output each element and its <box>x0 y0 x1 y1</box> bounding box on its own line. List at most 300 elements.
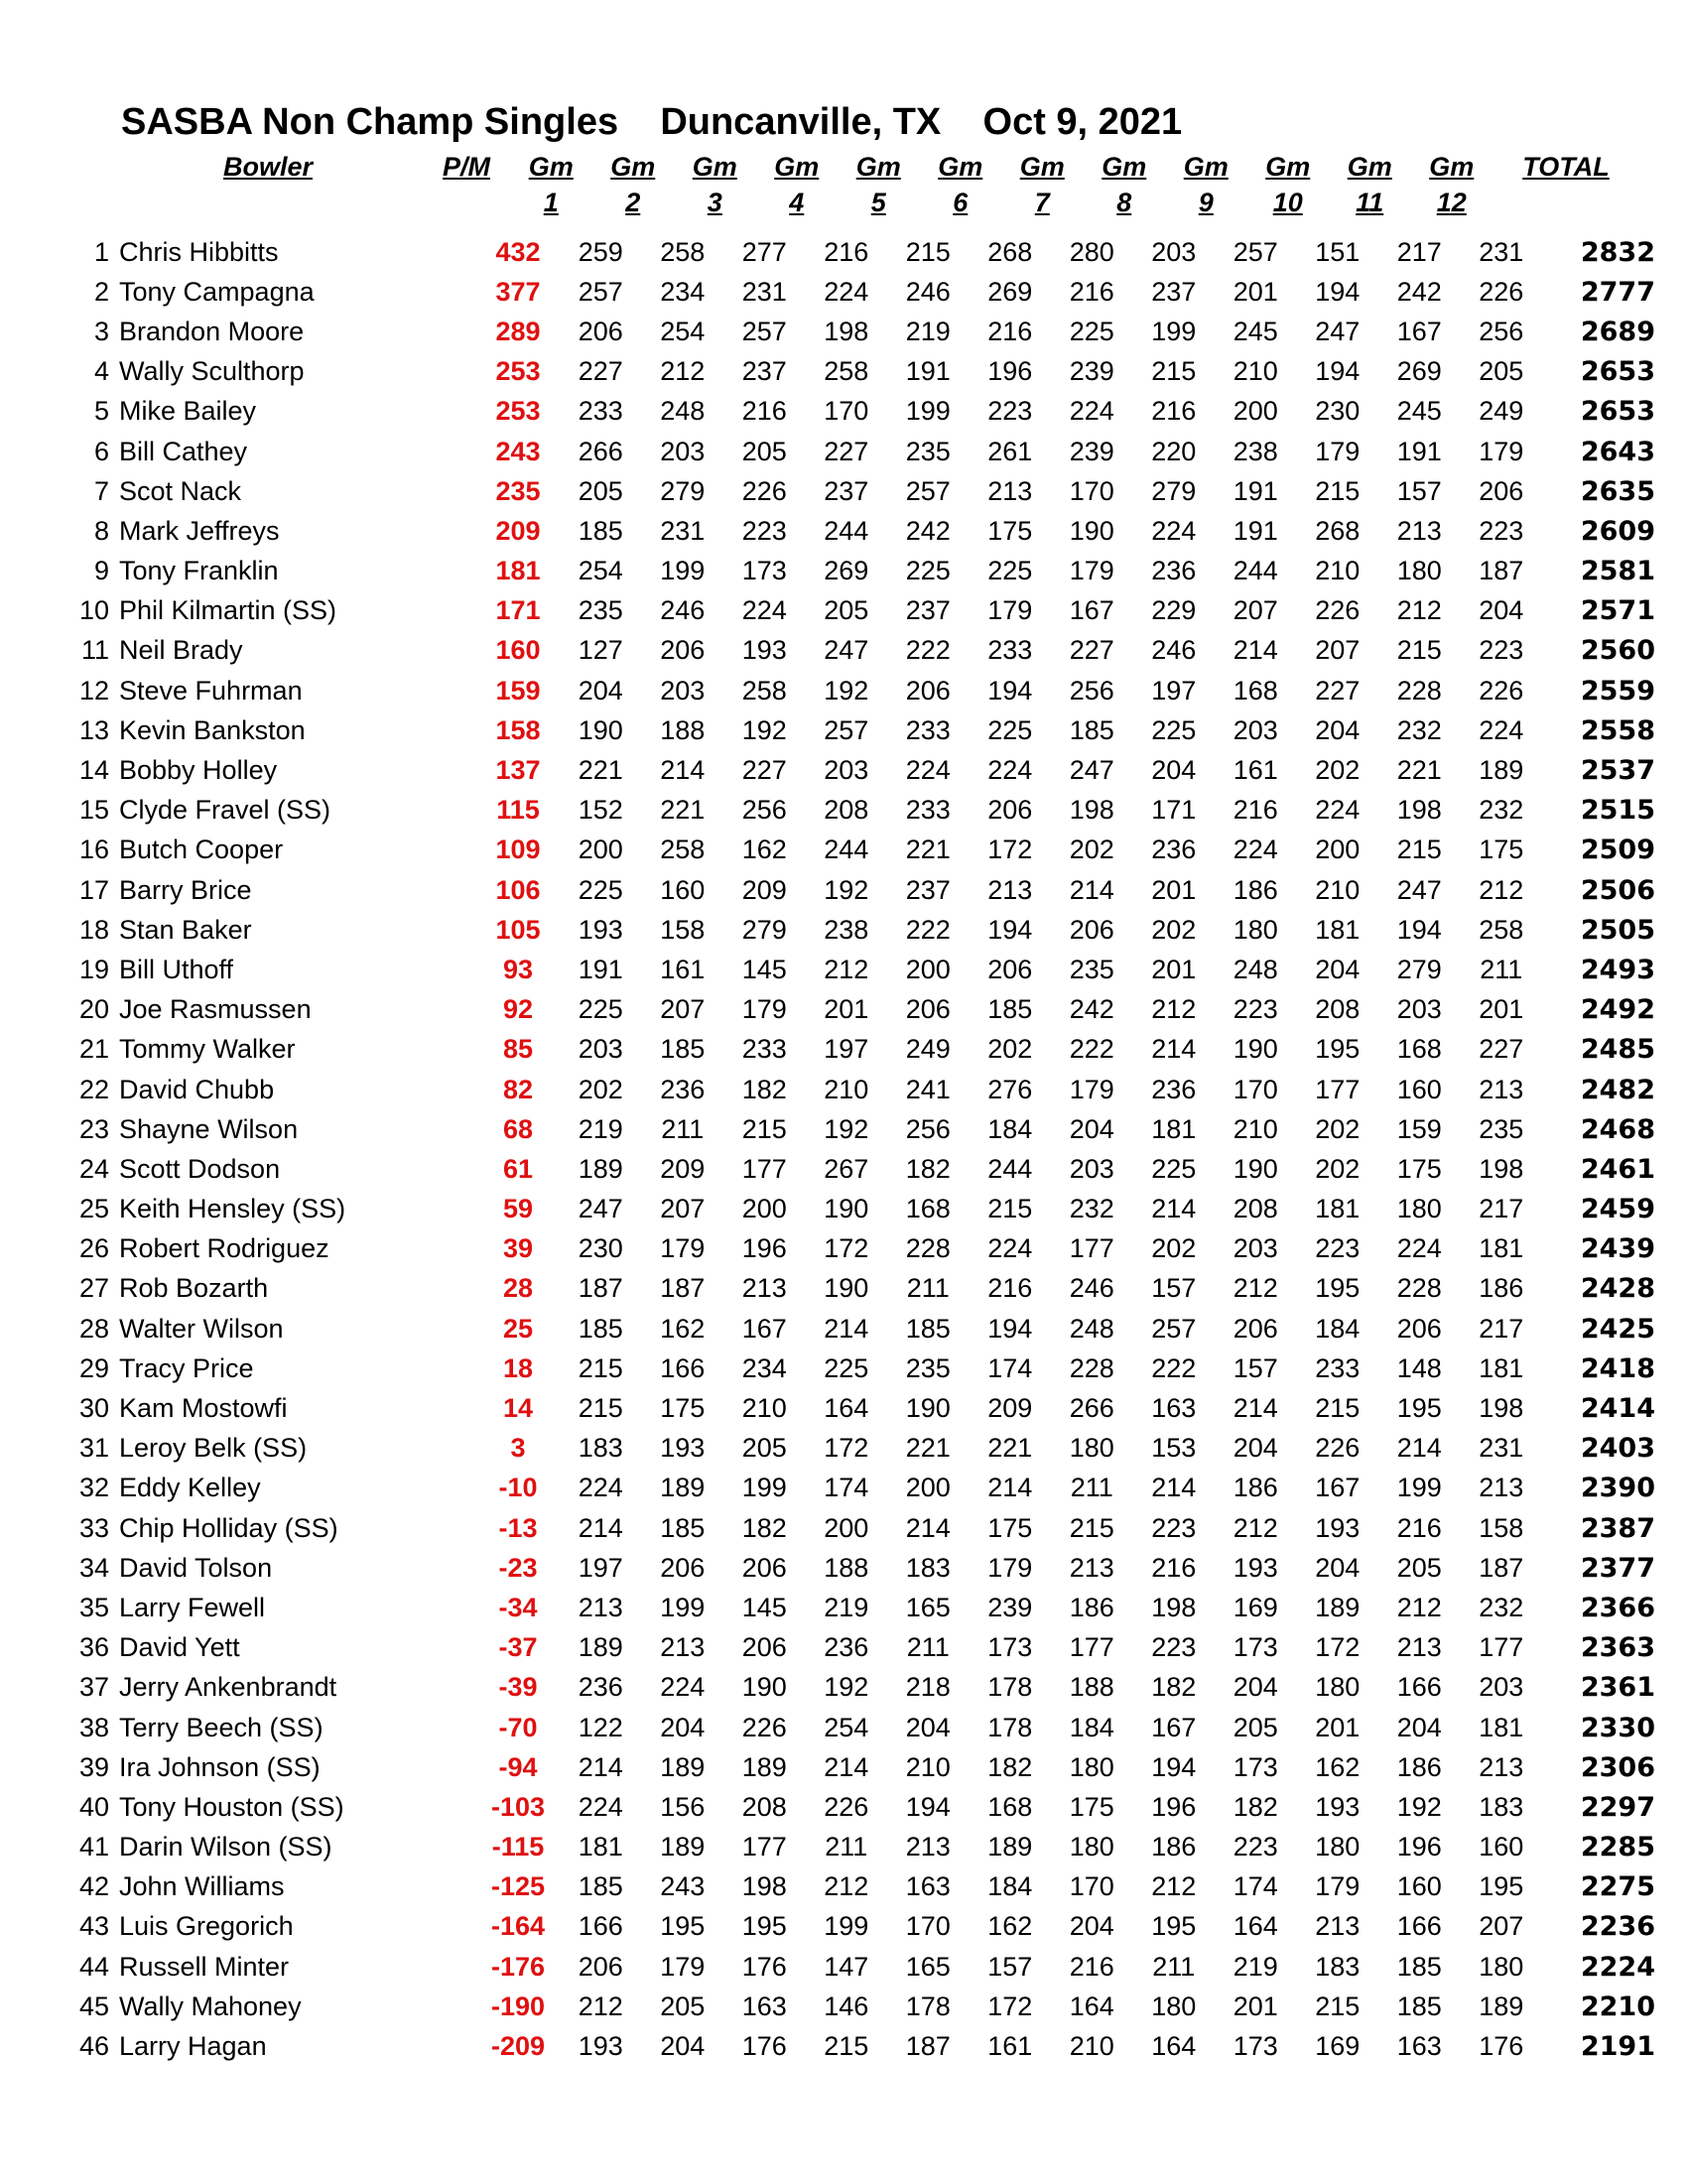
game-4-score-cell: 174 <box>824 1473 869 1503</box>
game-12-score-cell: 201 <box>1479 994 1524 1025</box>
table-row <box>60 1229 1655 1269</box>
game-7-score-cell: 232 <box>1069 1194 1114 1224</box>
table-row <box>60 432 1655 471</box>
game-4-score-cell: 172 <box>824 1433 869 1464</box>
game-7-score-cell: 180 <box>1069 1433 1114 1464</box>
game-8-score-cell: 164 <box>1151 2031 1197 2062</box>
rank-cell: 42 <box>78 1871 109 1902</box>
game-1-score-cell: 212 <box>578 1991 623 2021</box>
game-5-score-cell: 204 <box>905 1712 951 1742</box>
game-4-score-cell: 164 <box>824 1393 869 1424</box>
game-7-score-cell: 224 <box>1069 396 1114 427</box>
game-2-score-cell: 203 <box>660 436 706 466</box>
game-8-score-cell: 225 <box>1151 1153 1197 1184</box>
table-row <box>60 671 1655 710</box>
game-9-score-cell: 206 <box>1233 1313 1278 1344</box>
game-7-score-cell: 215 <box>1069 1512 1114 1543</box>
game-5-score-cell: 235 <box>905 1352 951 1383</box>
game-6-score-cell: 184 <box>987 1871 1033 1902</box>
game-5-score-cell: 214 <box>905 1512 951 1543</box>
game-6-score-cell: 175 <box>987 515 1033 546</box>
total-cell: 2191 <box>1580 2031 1655 2063</box>
game-8-score-cell: 212 <box>1151 994 1197 1025</box>
plus-minus-cell: 253 <box>495 396 541 427</box>
game-3-score-cell: 227 <box>741 755 787 786</box>
game-2-score-cell: 185 <box>660 1034 706 1065</box>
game-8-score-cell: 279 <box>1151 475 1197 506</box>
game-10-score-cell: 195 <box>1315 1034 1361 1065</box>
game-2-score-cell: 205 <box>660 1991 706 2021</box>
game-6-score-cell: 269 <box>987 276 1033 307</box>
game-1-score-cell: 122 <box>578 1712 623 1742</box>
bowler-name-cell: Ira Johnson (SS) <box>119 1751 321 1782</box>
game-10-score-cell: 224 <box>1315 795 1361 826</box>
game-10-score-cell: 189 <box>1315 1592 1361 1622</box>
game-2-score-cell: 236 <box>660 1074 706 1104</box>
rank-cell: 16 <box>78 835 109 865</box>
game-12-score-cell: 187 <box>1479 556 1524 586</box>
game-12-score-cell: 175 <box>1479 835 1524 865</box>
table-row <box>60 710 1655 750</box>
game-7-score-cell: 170 <box>1069 475 1114 506</box>
game-3-score-cell: 226 <box>741 1712 787 1742</box>
game-12-score-cell: 177 <box>1479 1632 1524 1663</box>
game-11-score-cell: 221 <box>1396 755 1442 786</box>
game-11-score-cell: 269 <box>1396 356 1442 387</box>
game-4-score-cell: 225 <box>824 1352 869 1383</box>
game-8-score-cell: 223 <box>1151 1632 1197 1663</box>
game-10-score-cell: 215 <box>1315 1991 1361 2021</box>
bowler-name-cell: Bill Uthoff <box>119 954 234 984</box>
game-11-score-cell: 157 <box>1396 475 1442 506</box>
plus-minus-cell: 59 <box>502 1194 534 1224</box>
game-5-score-cell: 249 <box>905 1034 951 1065</box>
game-12-score-cell: 176 <box>1479 2031 1524 2062</box>
total-cell: 2285 <box>1580 1832 1655 1863</box>
bowler-name-cell: John Williams <box>119 1871 285 1902</box>
total-cell: 2515 <box>1580 795 1655 827</box>
game-11-score-cell: 242 <box>1396 276 1442 307</box>
game-5-score-cell: 256 <box>905 1113 951 1144</box>
game-8-score-cell: 196 <box>1151 1791 1197 1822</box>
game-2-score-cell: 212 <box>660 356 706 387</box>
header-game-2: Gm 2 <box>610 152 656 217</box>
bowler-name-cell: Darin Wilson (SS) <box>119 1832 332 1863</box>
rank-cell: 30 <box>78 1393 109 1424</box>
plus-minus-cell: -164 <box>490 1911 546 1942</box>
game-12-score-cell: 226 <box>1479 276 1524 307</box>
table-row <box>60 791 1655 831</box>
bowler-name-cell: Tony Houston (SS) <box>119 1791 344 1822</box>
game-3-score-cell: 223 <box>741 515 787 546</box>
game-5-score-cell: 199 <box>905 396 951 427</box>
game-11-score-cell: 198 <box>1396 795 1442 826</box>
plus-minus-cell: 82 <box>502 1074 534 1104</box>
game-4-score-cell: 215 <box>824 2031 869 2062</box>
total-cell: 2505 <box>1580 914 1655 946</box>
game-10-score-cell: 162 <box>1315 1751 1361 1782</box>
game-9-score-cell: 157 <box>1233 1352 1278 1383</box>
game-8-score-cell: 225 <box>1151 714 1197 745</box>
game-12-score-cell: 235 <box>1479 1113 1524 1144</box>
bowler-name-cell: Keith Hensley (SS) <box>119 1194 346 1224</box>
game-10-score-cell: 204 <box>1315 714 1361 745</box>
game-5-score-cell: 241 <box>905 1074 951 1104</box>
game-5-score-cell: 235 <box>905 436 951 466</box>
game-9-score-cell: 170 <box>1233 1074 1278 1104</box>
rank-cell: 14 <box>78 755 109 786</box>
game-6-score-cell: 178 <box>987 1672 1033 1703</box>
game-9-score-cell: 173 <box>1233 1632 1278 1663</box>
game-5-score-cell: 185 <box>905 1313 951 1344</box>
game-1-score-cell: 213 <box>578 1592 623 1622</box>
game-8-score-cell: 236 <box>1151 1074 1197 1104</box>
total-cell: 2558 <box>1580 714 1655 746</box>
game-8-score-cell: 216 <box>1151 396 1197 427</box>
game-3-score-cell: 210 <box>741 1393 787 1424</box>
game-6-score-cell: 233 <box>987 635 1033 666</box>
game-8-score-cell: 181 <box>1151 1113 1197 1144</box>
table-row <box>60 1190 1655 1229</box>
game-3-score-cell: 277 <box>741 236 787 267</box>
game-9-score-cell: 201 <box>1233 1991 1278 2021</box>
table-row <box>60 1828 1655 1867</box>
game-12-score-cell: 211 <box>1480 954 1523 984</box>
page-title: SASBA Non Champ Singles Duncanville, TX Oct 9, 2021 <box>121 101 1183 143</box>
game-3-score-cell: 224 <box>741 595 787 626</box>
header-total: TOTAL <box>1522 152 1610 182</box>
game-6-score-cell: 206 <box>987 795 1033 826</box>
total-cell: 2653 <box>1580 356 1655 388</box>
game-3-score-cell: 209 <box>741 874 787 905</box>
game-12-score-cell: 217 <box>1479 1194 1524 1224</box>
game-9-score-cell: 186 <box>1233 874 1278 905</box>
bowler-name-cell: Joe Rasmussen <box>119 994 312 1025</box>
game-1-score-cell: 257 <box>578 276 623 307</box>
table-row <box>60 1628 1655 1668</box>
game-11-score-cell: 245 <box>1396 396 1442 427</box>
game-7-score-cell: 179 <box>1069 1074 1114 1104</box>
rank-cell: 11 <box>80 635 109 666</box>
game-3-score-cell: 216 <box>741 396 787 427</box>
table-row <box>60 471 1655 511</box>
game-5-score-cell: 233 <box>905 714 951 745</box>
game-3-score-cell: 193 <box>741 635 787 666</box>
game-1-score-cell: 152 <box>578 795 623 826</box>
game-6-score-cell: 213 <box>987 475 1033 506</box>
game-12-score-cell: 203 <box>1479 1672 1524 1703</box>
header-game-7: Gm 7 <box>1019 152 1065 217</box>
game-7-score-cell: 179 <box>1069 556 1114 586</box>
game-2-score-cell: 221 <box>660 795 706 826</box>
total-cell: 2506 <box>1580 874 1655 906</box>
plus-minus-cell: 105 <box>495 914 541 945</box>
game-8-score-cell: 171 <box>1151 795 1197 826</box>
game-12-score-cell: 207 <box>1479 1911 1524 1942</box>
game-4-score-cell: 267 <box>824 1153 869 1184</box>
game-2-score-cell: 189 <box>660 1473 706 1503</box>
game-8-score-cell: 220 <box>1151 436 1197 466</box>
game-2-score-cell: 211 <box>661 1113 705 1144</box>
plus-minus-cell: -209 <box>490 2031 546 2062</box>
total-cell: 2428 <box>1580 1273 1655 1305</box>
table-row <box>60 1109 1655 1149</box>
game-5-score-cell: 242 <box>905 515 951 546</box>
game-9-score-cell: 224 <box>1233 835 1278 865</box>
table-row <box>60 591 1655 631</box>
game-9-score-cell: 208 <box>1233 1194 1278 1224</box>
table-row <box>60 392 1655 432</box>
header-game-9: Gm 9 <box>1183 152 1229 217</box>
game-11-score-cell: 180 <box>1396 1194 1442 1224</box>
game-6-score-cell: 216 <box>987 316 1033 346</box>
header-game-10: Gm 10 <box>1265 152 1311 217</box>
game-8-score-cell: 223 <box>1151 1512 1197 1543</box>
game-5-score-cell: 222 <box>905 914 951 945</box>
table-row <box>60 1867 1655 1907</box>
game-1-score-cell: 224 <box>578 1473 623 1503</box>
plus-minus-cell: -37 <box>498 1632 538 1663</box>
game-9-score-cell: 203 <box>1233 714 1278 745</box>
plus-minus-cell: 3 <box>510 1433 526 1464</box>
game-4-score-cell: 238 <box>824 914 869 945</box>
game-3-score-cell: 195 <box>741 1911 787 1942</box>
game-7-score-cell: 228 <box>1069 1352 1114 1383</box>
game-5-score-cell: 218 <box>905 1672 951 1703</box>
game-2-score-cell: 234 <box>660 276 706 307</box>
total-cell: 2609 <box>1580 515 1655 547</box>
game-2-score-cell: 248 <box>660 396 706 427</box>
game-10-score-cell: 223 <box>1315 1233 1361 1264</box>
game-8-score-cell: 194 <box>1151 1751 1197 1782</box>
game-1-score-cell: 214 <box>578 1512 623 1543</box>
plus-minus-cell: -34 <box>498 1592 538 1622</box>
game-3-score-cell: 226 <box>741 475 787 506</box>
table-row <box>60 750 1655 790</box>
game-8-score-cell: 216 <box>1151 1552 1197 1583</box>
game-12-score-cell: 232 <box>1479 1592 1524 1622</box>
game-12-score-cell: 205 <box>1479 356 1524 387</box>
game-7-score-cell: 248 <box>1069 1313 1114 1344</box>
game-12-score-cell: 249 <box>1479 396 1524 427</box>
game-5-score-cell: 211 <box>906 1273 950 1304</box>
game-9-score-cell: 207 <box>1233 595 1278 626</box>
table-row <box>60 1548 1655 1588</box>
game-6-score-cell: 194 <box>987 1313 1033 1344</box>
bowler-name-cell: Tony Franklin <box>119 556 279 586</box>
game-7-score-cell: 239 <box>1069 356 1114 387</box>
table-row <box>60 352 1655 392</box>
game-12-score-cell: 217 <box>1479 1313 1524 1344</box>
game-8-score-cell: 236 <box>1151 556 1197 586</box>
game-7-score-cell: 239 <box>1069 436 1114 466</box>
game-7-score-cell: 180 <box>1069 1832 1114 1863</box>
game-5-score-cell: 190 <box>905 1393 951 1424</box>
game-7-score-cell: 256 <box>1069 675 1114 706</box>
table-row <box>60 1987 1655 2026</box>
rank-cell: 33 <box>78 1512 109 1543</box>
game-5-score-cell: 222 <box>905 635 951 666</box>
game-9-score-cell: 204 <box>1233 1433 1278 1464</box>
game-7-score-cell: 266 <box>1069 1393 1114 1424</box>
game-1-score-cell: 181 <box>578 1832 623 1863</box>
game-5-score-cell: 200 <box>905 954 951 984</box>
game-5-score-cell: 187 <box>905 2031 951 2062</box>
total-cell: 2224 <box>1580 1951 1655 1983</box>
table-row <box>60 910 1655 950</box>
game-10-score-cell: 200 <box>1315 835 1361 865</box>
bowler-name-cell: Chris Hibbitts <box>119 236 279 267</box>
game-11-score-cell: 175 <box>1396 1153 1442 1184</box>
game-2-score-cell: 254 <box>660 316 706 346</box>
plus-minus-cell: 158 <box>495 714 541 745</box>
plus-minus-cell: -125 <box>490 1871 546 1902</box>
game-1-score-cell: 219 <box>578 1113 623 1144</box>
game-1-score-cell: 189 <box>578 1632 623 1663</box>
game-9-score-cell: 212 <box>1233 1512 1278 1543</box>
plus-minus-cell: -39 <box>498 1672 538 1703</box>
game-5-score-cell: 237 <box>905 874 951 905</box>
game-4-score-cell: 205 <box>824 595 869 626</box>
table-row <box>60 1429 1655 1469</box>
game-5-score-cell: 182 <box>905 1153 951 1184</box>
game-4-score-cell: 226 <box>824 1791 869 1822</box>
game-3-score-cell: 176 <box>741 2031 787 2062</box>
rank-cell: 44 <box>78 1951 109 1982</box>
game-6-score-cell: 224 <box>987 1233 1033 1264</box>
game-4-score-cell: 269 <box>824 556 869 586</box>
game-10-score-cell: 208 <box>1315 994 1361 1025</box>
game-6-score-cell: 172 <box>987 1991 1033 2021</box>
game-8-score-cell: 199 <box>1151 316 1197 346</box>
rank-cell: 12 <box>78 675 109 706</box>
game-2-score-cell: 158 <box>660 914 706 945</box>
header-game-12: Gm 12 <box>1429 152 1475 217</box>
game-1-score-cell: 254 <box>578 556 623 586</box>
game-11-score-cell: 213 <box>1396 1632 1442 1663</box>
game-10-score-cell: 183 <box>1315 1951 1361 1982</box>
game-9-score-cell: 201 <box>1233 276 1278 307</box>
game-5-score-cell: 183 <box>905 1552 951 1583</box>
game-1-score-cell: 221 <box>578 755 623 786</box>
total-cell: 2571 <box>1580 595 1655 627</box>
game-2-score-cell: 206 <box>660 1552 706 1583</box>
rank-cell: 20 <box>78 994 109 1025</box>
game-8-score-cell: 202 <box>1151 914 1197 945</box>
game-9-score-cell: 212 <box>1233 1273 1278 1304</box>
game-2-score-cell: 185 <box>660 1512 706 1543</box>
game-9-score-cell: 223 <box>1233 1832 1278 1863</box>
game-9-score-cell: 248 <box>1233 954 1278 984</box>
plus-minus-cell: -115 <box>491 1832 545 1863</box>
game-11-score-cell: 199 <box>1396 1473 1442 1503</box>
game-11-score-cell: 203 <box>1396 994 1442 1025</box>
game-6-score-cell: 224 <box>987 755 1033 786</box>
header-game-6: Gm 6 <box>938 152 983 217</box>
game-4-score-cell: 190 <box>824 1273 869 1304</box>
rank-cell: 46 <box>78 2031 109 2062</box>
game-5-score-cell: 224 <box>905 755 951 786</box>
game-2-score-cell: 213 <box>660 1632 706 1663</box>
bowler-name-cell: Stan Baker <box>119 914 252 945</box>
total-cell: 2439 <box>1580 1233 1655 1265</box>
rank-cell: 3 <box>93 316 109 346</box>
game-2-score-cell: 188 <box>660 714 706 745</box>
game-9-score-cell: 244 <box>1233 556 1278 586</box>
game-1-score-cell: 202 <box>578 1074 623 1104</box>
rank-cell: 40 <box>78 1791 109 1822</box>
game-6-score-cell: 189 <box>987 1832 1033 1863</box>
plus-minus-cell: -190 <box>490 1991 546 2021</box>
total-cell: 2493 <box>1580 954 1655 985</box>
bowler-name-cell: Leroy Belk (SS) <box>119 1433 308 1464</box>
game-5-score-cell: 257 <box>905 475 951 506</box>
game-5-score-cell: 221 <box>905 1433 951 1464</box>
game-11-score-cell: 186 <box>1396 1751 1442 1782</box>
game-12-score-cell: 213 <box>1479 1751 1524 1782</box>
game-7-score-cell: 246 <box>1069 1273 1114 1304</box>
game-6-score-cell: 214 <box>987 1473 1033 1503</box>
game-10-score-cell: 204 <box>1315 1552 1361 1583</box>
rank-cell: 19 <box>78 954 109 984</box>
game-1-score-cell: 225 <box>578 994 623 1025</box>
game-4-score-cell: 227 <box>824 436 869 466</box>
game-2-score-cell: 187 <box>660 1273 706 1304</box>
game-10-score-cell: 181 <box>1315 914 1361 945</box>
game-2-score-cell: 206 <box>660 635 706 666</box>
bowler-name-cell: Kam Mostowfi <box>119 1393 288 1424</box>
plus-minus-cell: 377 <box>495 276 541 307</box>
game-7-score-cell: 214 <box>1069 874 1114 905</box>
game-3-score-cell: 198 <box>741 1871 787 1902</box>
plus-minus-cell: -103 <box>490 1791 546 1822</box>
game-9-score-cell: 173 <box>1233 2031 1278 2062</box>
game-8-score-cell: 202 <box>1151 1233 1197 1264</box>
bowler-name-cell: Walter Wilson <box>119 1313 284 1344</box>
table-row <box>60 272 1655 312</box>
game-2-score-cell: 193 <box>660 1433 706 1464</box>
game-3-score-cell: 162 <box>741 835 787 865</box>
table-row <box>60 1708 1655 1747</box>
game-5-score-cell: 200 <box>905 1473 951 1503</box>
game-10-score-cell: 193 <box>1315 1791 1361 1822</box>
game-10-score-cell: 180 <box>1315 1672 1361 1703</box>
game-4-score-cell: 200 <box>824 1512 869 1543</box>
game-7-score-cell: 177 <box>1069 1233 1114 1264</box>
rank-cell: 9 <box>93 556 109 586</box>
game-1-score-cell: 200 <box>578 835 623 865</box>
game-4-score-cell: 197 <box>824 1034 869 1065</box>
game-1-score-cell: 187 <box>578 1273 623 1304</box>
game-12-score-cell: 224 <box>1479 714 1524 745</box>
game-5-score-cell: 165 <box>905 1592 951 1622</box>
game-3-score-cell: 206 <box>741 1632 787 1663</box>
game-1-score-cell: 193 <box>578 914 623 945</box>
game-1-score-cell: 127 <box>578 635 623 666</box>
total-cell: 2390 <box>1580 1473 1655 1504</box>
total-cell: 2468 <box>1580 1113 1655 1145</box>
bowler-name-cell: Chip Holliday (SS) <box>119 1512 338 1543</box>
game-12-score-cell: 181 <box>1479 1233 1524 1264</box>
plus-minus-cell: 68 <box>502 1113 534 1144</box>
game-10-score-cell: 201 <box>1315 1712 1361 1742</box>
game-8-score-cell: 197 <box>1151 675 1197 706</box>
game-3-score-cell: 145 <box>741 954 787 984</box>
game-8-score-cell: 236 <box>1151 835 1197 865</box>
game-11-score-cell: 167 <box>1396 316 1442 346</box>
total-cell: 2387 <box>1580 1512 1655 1544</box>
bowler-name-cell: David Tolson <box>119 1552 273 1583</box>
